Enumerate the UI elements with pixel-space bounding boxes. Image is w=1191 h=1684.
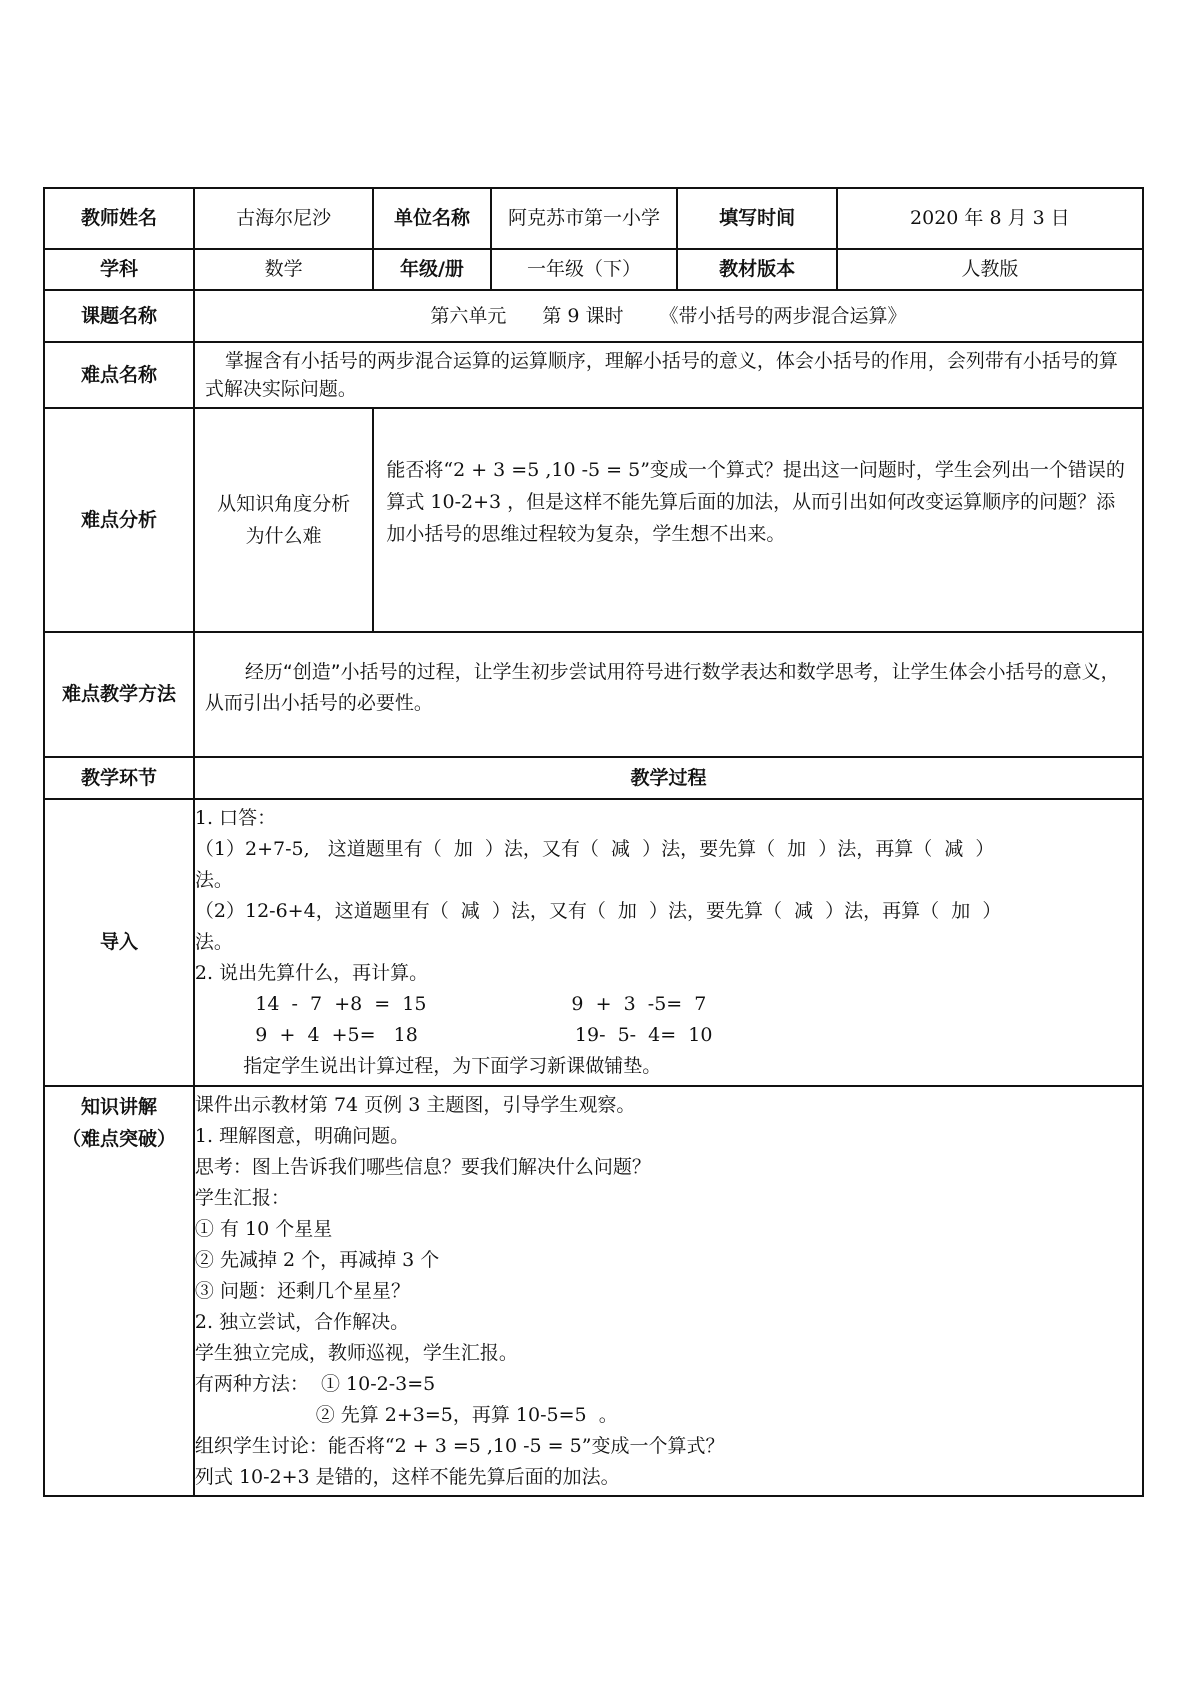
header-row-2 bbox=[44, 249, 1143, 290]
edition-label: 教材版本 bbox=[677, 249, 836, 290]
knowledge-label-line2: （难点突破） bbox=[61, 1128, 176, 1150]
analysis-row bbox=[44, 408, 1143, 632]
knowledge-line: ② 先减掉 2 个，再减掉 3 个 bbox=[194, 1248, 440, 1271]
date-label: 填写时间 bbox=[677, 188, 836, 249]
lesson-row bbox=[44, 290, 1143, 342]
knowledge-label-line1: 知识讲解 bbox=[80, 1096, 157, 1118]
analysis-label: 难点分析 bbox=[44, 408, 194, 632]
knowledge-line: ② 先算 2+3=5，再算 10-5=5 。 bbox=[194, 1403, 618, 1426]
knowledge-line: 思考：图上告诉我们哪些信息？要我们解决什么问题？ bbox=[194, 1155, 651, 1178]
knowledge-line: ① 有 10 个星星 bbox=[194, 1217, 333, 1240]
difficulty-label: 难点名称 bbox=[44, 342, 194, 408]
lesson-name: 《带小括号的两步混合运算》 bbox=[659, 304, 907, 327]
difficulty-row bbox=[44, 342, 1143, 408]
intro-content bbox=[194, 799, 1143, 1086]
stage-label: 教学环节 bbox=[44, 757, 194, 799]
difficulty-text: 掌握含有小括号的两步混合运算的运算顺序，理解小括号的意义，体会小括号的作用，会列带有小括号的算式解决实际问题。 bbox=[194, 342, 1143, 408]
knowledge-row bbox=[44, 1086, 1143, 1496]
unit-label: 单位名称 bbox=[373, 188, 490, 249]
analysis-sub-label: 从知识角度分析为什么难 bbox=[194, 408, 373, 632]
lesson-title bbox=[194, 290, 1143, 342]
subject-label: 学科 bbox=[44, 249, 194, 290]
intro-line: 14 - 7 +8 = 15 9 + 3 -5= 7 bbox=[194, 993, 707, 1015]
process-label: 教学过程 bbox=[194, 757, 1143, 799]
lesson-label: 课题名称 bbox=[44, 290, 194, 342]
knowledge-line: 2. 独立尝试，合作解决。 bbox=[194, 1310, 410, 1333]
knowledge-content bbox=[194, 1086, 1143, 1496]
grade-label: 年级/册 bbox=[373, 249, 490, 290]
header-row-1 bbox=[44, 188, 1143, 249]
knowledge-line: 1. 理解图意，明确问题。 bbox=[194, 1124, 410, 1147]
grade-value: 一年级（下） bbox=[491, 249, 678, 290]
method-label: 难点教学方法 bbox=[44, 632, 194, 757]
date-value: 2020 年 8 月 3 日 bbox=[837, 188, 1143, 249]
intro-label: 导入 bbox=[44, 799, 194, 1086]
intro-line: （2）12-6+4，这道题里有（ 减 ）法，又有（ 加 ）法，要先算（ 减 ）法，再算（ 加 ） bbox=[194, 900, 1002, 922]
intro-line: 1. 口答： bbox=[194, 807, 277, 829]
analysis-text: 能否将“2 + 3 =5 ,10 -5 = 5”变成一个算式？提出这一问题时，学生会列出一个错误的算式 10-2+3 ，但是这样不能先算后面的加法，从而引出如何改变运算顺序的问题？添加小括号的思维过程较为复杂，学生想不出来。 bbox=[373, 408, 1143, 632]
subject-value: 数学 bbox=[194, 249, 373, 290]
knowledge-label bbox=[44, 1086, 194, 1496]
knowledge-line: 课件出示教材第 74 页例 3 主题图，引导学生观察。 bbox=[194, 1093, 636, 1116]
method-row bbox=[44, 632, 1143, 757]
intro-line: 法。 bbox=[194, 869, 233, 891]
knowledge-line: ③ 问题：还剩几个星星？ bbox=[194, 1279, 410, 1302]
intro-line: 9 + 4 +5= 18 19- 5- 4= 10 bbox=[194, 1024, 713, 1046]
knowledge-line: 学生独立完成，教师巡视，学生汇报。 bbox=[194, 1341, 518, 1364]
lesson-unit: 第六单元 bbox=[430, 304, 507, 327]
knowledge-line: 列式 10-2+3 是错的，这样不能先算后面的加法。 bbox=[194, 1465, 620, 1488]
process-header-row bbox=[44, 757, 1143, 799]
teacher-name: 古海尔尼沙 bbox=[194, 188, 373, 249]
intro-line: 2. 说出先算什么，再计算。 bbox=[194, 962, 429, 984]
unit-name: 阿克苏市第一小学 bbox=[491, 188, 678, 249]
edition-value: 人教版 bbox=[837, 249, 1143, 290]
knowledge-line: 组织学生讨论：能否将“2 + 3 =5 ,10 -5 = 5”变成一个算式？ bbox=[194, 1434, 725, 1457]
teacher-label: 教师姓名 bbox=[44, 188, 194, 249]
knowledge-line: 学生汇报： bbox=[194, 1186, 290, 1209]
intro-row bbox=[44, 799, 1143, 1086]
lesson-period: 第 9 课时 bbox=[542, 304, 624, 327]
intro-line: 法。 bbox=[194, 931, 233, 953]
method-text: 经历“创造”小括号的过程，让学生初步尝试用符号进行数学表达和数学思考，让学生体会小括号的意义，从而引出小括号的必要性。 bbox=[194, 632, 1143, 757]
intro-line: （1）2+7-5, 这道题里有（ 加 ）法，又有（ 减 ）法，要先算（ 加 ）法，再算（ 减 ） bbox=[194, 838, 995, 860]
knowledge-line: 有两种方法： ① 10-2-3=5 bbox=[194, 1372, 436, 1395]
intro-line: 指定学生说出计算过程，为下面学习新课做铺垫。 bbox=[194, 1055, 662, 1077]
lesson-plan-table bbox=[43, 187, 1144, 1497]
